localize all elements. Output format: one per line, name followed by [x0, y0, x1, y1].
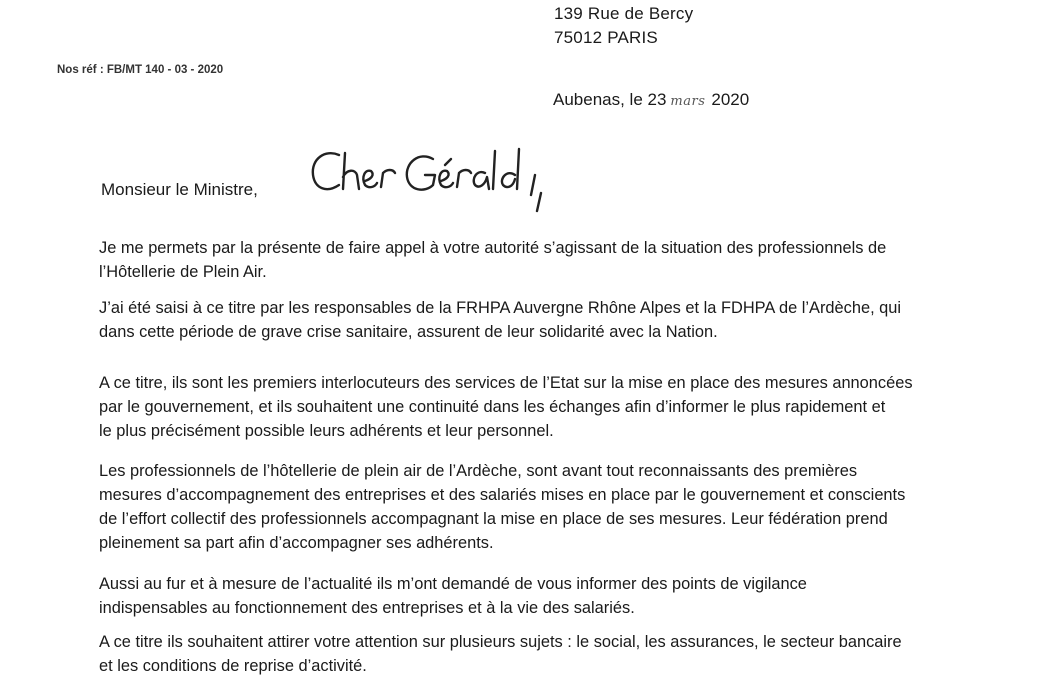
- reference-number: Nos réf : FB/MT 140 - 03 - 2020: [57, 64, 224, 76]
- date-prefix: Aubenas, le 23: [553, 90, 667, 109]
- paragraph-line: mesures d’accompagnement des entreprises et des salariés mises en place par le gouvernement et conscients: [99, 486, 906, 504]
- paragraph-line: A ce titre, ils sont les premiers interlocuteurs des services de l’Etat sur la mise en place des mesures annoncées: [99, 374, 913, 392]
- salutation: Monsieur le Ministre,: [101, 180, 258, 199]
- paragraph-line: par le gouvernement, et ils souhaitent une continuité dans les échanges afin d’informer le plus rapidement et: [99, 398, 886, 416]
- paragraph-line: A ce titre ils souhaitent attirer votre attention sur plusieurs sujets : le social, les assurances, le secteur bancaire: [99, 633, 902, 651]
- address-city: 75012 PARIS: [554, 28, 658, 47]
- paragraph-5: [99, 572, 1049, 620]
- paragraph-line: Aussi au fur et à mesure de l’actualité ils m’ont demandé de vous informer des points de vigilance: [99, 575, 807, 593]
- paragraph-line: Les professionnels de l’hôtellerie de plein air de l’Ardèche, sont avant tout reconnaissants des premières: [99, 462, 858, 480]
- paragraph-line: et les conditions de reprise d’activité.: [99, 657, 367, 675]
- paragraph-line: de l’effort collectif des professionnels accompagnant la mise en place de ses mesures. Leur fédération prend: [99, 510, 888, 528]
- date-month-handwritten: mars: [670, 94, 706, 109]
- address-street: 139 Rue de Bercy: [554, 4, 694, 23]
- paragraph-line: J’ai été saisi à ce titre par les responsables de la FRHPA Auvergne Rhône Alpes et la FDHPA de l’Ardèche, qui: [99, 299, 902, 317]
- handwritten-greeting: [305, 145, 565, 225]
- paragraph-3: [99, 371, 1049, 443]
- paragraph-2: [99, 296, 1049, 344]
- paragraph-6: [99, 630, 1049, 678]
- paragraph-line: dans cette période de grave crise sanitaire, assurent de leur solidarité avec la Nation.: [99, 323, 718, 341]
- date-year: 2020: [711, 90, 750, 109]
- paragraph-4: [99, 459, 1049, 555]
- paragraph-line: l’Hôtellerie de Plein Air.: [99, 263, 267, 281]
- paragraph-line: indispensables au fonctionnement des entreprises et à la vie des salariés.: [99, 599, 635, 617]
- paragraph-line: Je me permets par la présente de faire appel à votre autorité s’agissant de la situation des professionnels de: [99, 239, 887, 257]
- paragraph-line: pleinement sa part afin d’accompagner ses adhérents.: [99, 534, 494, 552]
- letter-date: [553, 90, 749, 110]
- paragraph-1: [99, 236, 1049, 284]
- paragraph-line: le plus précisément possible leurs adhérents et leur personnel.: [99, 422, 554, 440]
